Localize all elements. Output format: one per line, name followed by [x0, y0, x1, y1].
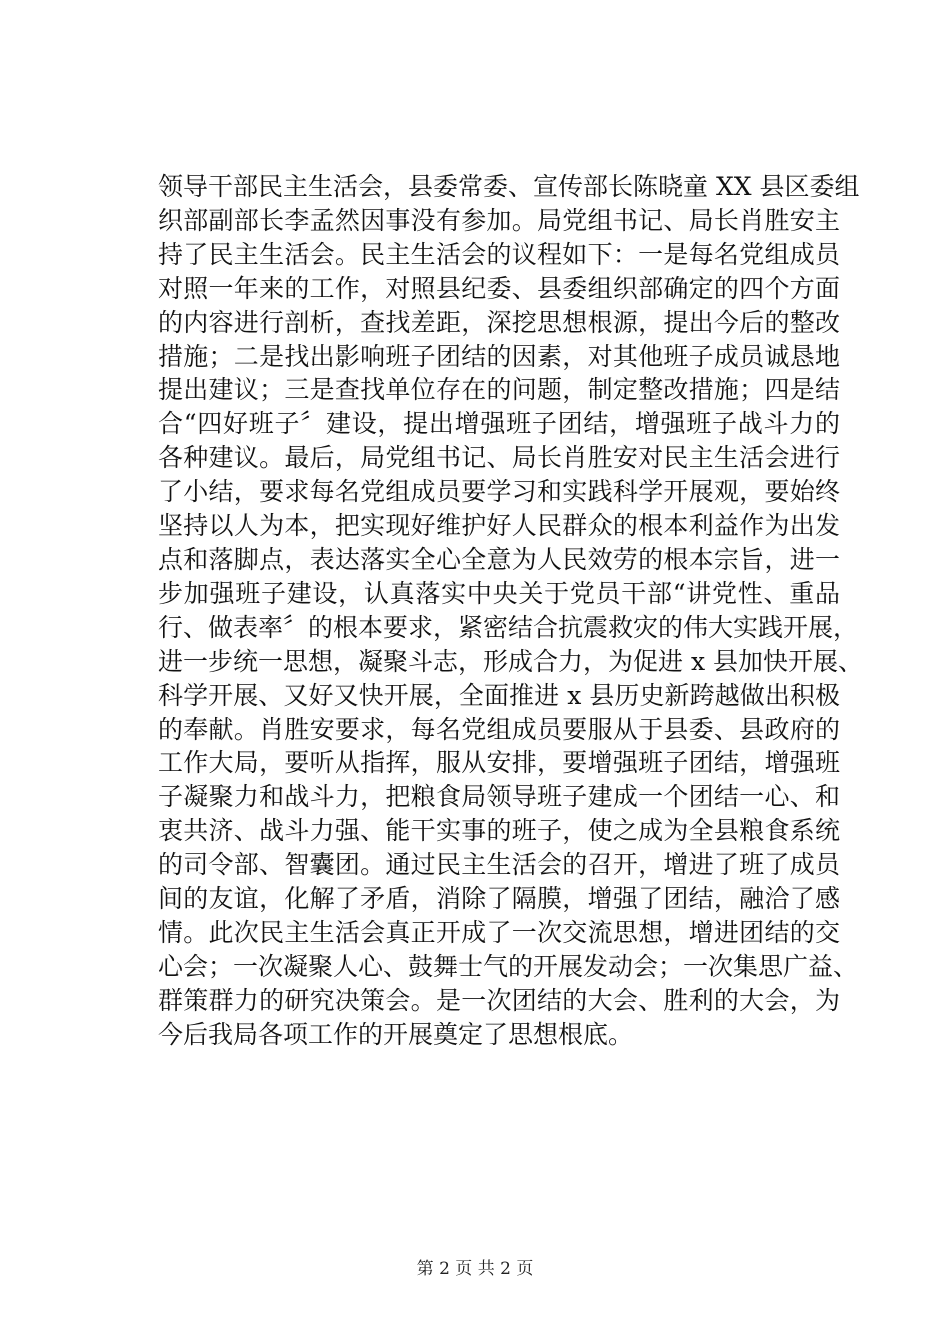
text-line: 间的友谊，化解了矛盾，消除了隔膜，增强了团结，融洽了感 — [158, 884, 840, 914]
text-line: 衷共济、战斗力强、能干实事的班子，使之成为全县粮食系统 — [158, 816, 840, 846]
text-line: 提出建议；三是查找单位存在的问题，制定整改措施；四是结 — [158, 375, 840, 405]
text-line: 进一步统一思想，凝聚斗志，形成合力，为促进 x 县加快开展、 — [158, 646, 863, 676]
text-line: 工作大局，要听从指挥，服从安排，要增强班子团结，增强班 — [158, 748, 840, 778]
text-line: 措施；二是找出影响班子团结的因素，对其他班子成员诚恳地 — [158, 341, 840, 371]
text-line: 了小结，要求每名党组成员要学习和实践科学开展观，要始终 — [158, 477, 840, 507]
text-line: 群策群力的研究决策会。是一次团结的大会、胜利的大会，为 — [158, 985, 840, 1015]
text-line: 坚持以人为本，把实现好维护好人民群众的根本利益作为出发 — [158, 511, 840, 541]
text-line: 行、做表率〞的根本要求，紧密结合抗震救灾的伟大实践开展， — [158, 612, 859, 642]
text-line: 持了民主生活会。民主生活会的议程如下：一是每名党组成员 — [158, 239, 840, 269]
text-line: 的司令部、智囊团。通过民主生活会的召开，增进了班了成员 — [158, 850, 840, 880]
text-line: 步加强班子建设，认真落实中央关于党员干部“讲党性、重品 — [158, 578, 840, 608]
text-line: 各种建议。最后，局党组书记、局长肖胜安对民主生活会进行 — [158, 443, 840, 473]
text-line: 心会；一次凝聚人心、鼓舞士气的开展发动会；一次集思广益、 — [158, 951, 859, 981]
body-paragraph — [158, 170, 863, 1052]
text-line: 点和落脚点，表达落实全心全意为人民效劳的根本宗旨，进一 — [158, 544, 840, 574]
text-line: 领导干部民主生活会，县委常委、宣传部长陈晓童 XX 县区委组 — [158, 172, 860, 201]
text-line: 情。此次民主生活会真正开成了一次交流思想，增进团结的交 — [158, 917, 840, 947]
text-line: 织部副部长李孟然因事没有参加。局党组书记、局长肖胜安主 — [158, 205, 840, 235]
text-line: 今后我局各项工作的开展奠定了思想根底。 — [158, 1019, 634, 1049]
text-line: 子凝聚力和战斗力，把粮食局领导班子建成一个团结一心、和 — [158, 782, 840, 812]
text-line: 对照一年来的工作，对照县纪委、县委组织部确定的四个方面 — [158, 273, 840, 303]
text-line: 的内容进行剖析，查找差距，深挖思想根源，提出今后的整改 — [158, 307, 840, 337]
text-line: 的奉献。肖胜安要求，每名党组成员要服从于县委、县政府的 — [158, 714, 840, 744]
text-line: 合“四好班子〞建设，提出增强班子团结，增强班子战斗力的 — [158, 409, 840, 439]
text-line: 科学开展、又好又快开展，全面推进 x 县历史新跨越做出积极 — [158, 680, 840, 710]
page-number-footer: 第 2 页 共 2 页 — [416, 1259, 534, 1279]
